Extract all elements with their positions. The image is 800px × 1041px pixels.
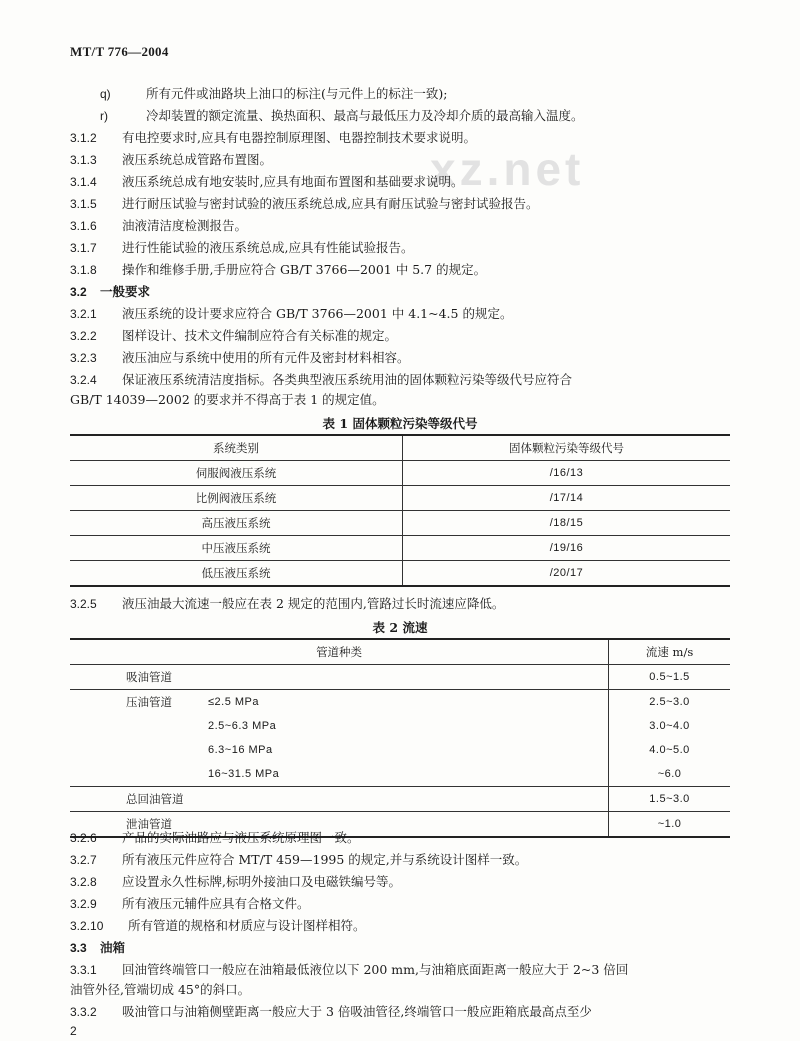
table1-caption: 表 1 固体颗粒污染等级代号 bbox=[322, 416, 478, 431]
clause-line: 3.2.7 所有液压元件应符合 MT/T 459—1995 的规定,并与系统设计图样一致。 bbox=[70, 852, 528, 867]
table-cell: 0.5~1.5 bbox=[649, 671, 690, 683]
clause-line: 3.2.3 液压油应与系统中使用的所有元件及密封材料相容。 bbox=[70, 350, 410, 365]
list-item: q) 所有元件或油路块上油口的标注(与元件上的标注一致); bbox=[100, 86, 448, 101]
table-cell: ~1.0 bbox=[657, 818, 682, 830]
table-row bbox=[70, 665, 730, 690]
clause-line: 3.2.1 液压系统的设计要求应符合 GB/T 3766—2001 中 4.1~4.5 的规定。 bbox=[70, 306, 513, 321]
table1-header-cell: 固体颗粒污染等级代号 bbox=[509, 441, 624, 455]
clause-line: 3.2.2 图样设计、技术文件编制应符合有关标准的规定。 bbox=[70, 328, 398, 343]
table-cell: /18/15 bbox=[549, 517, 584, 529]
table-cell: 压油管道 bbox=[126, 695, 172, 709]
table-row bbox=[70, 461, 730, 486]
table2-caption: 表 2 流速 bbox=[372, 620, 428, 635]
table-row bbox=[70, 714, 730, 738]
clause-line: 3.1.7 进行性能试验的液压系统总成,应具有性能试验报告。 bbox=[70, 240, 414, 255]
table-row bbox=[70, 738, 730, 762]
watermark: xz.net bbox=[430, 143, 585, 195]
table-cell: /16/13 bbox=[549, 467, 584, 479]
clause-line: 3.2.6 产品的实际油路应与液压系统原理图一致。 bbox=[70, 830, 360, 845]
clause-line: 3.1.3 液压系统总成管路布置图。 bbox=[70, 152, 273, 167]
clause-line: 3.2.8 应设置永久性标牌,标明外接油口及电磁铁编号等。 bbox=[70, 874, 401, 889]
table-cell: 高压液压系统 bbox=[70, 511, 403, 536]
table2-header-cell: 流速 m/s bbox=[645, 645, 694, 659]
table-cell: /19/16 bbox=[549, 542, 584, 554]
clause-line: 3.1.2 有电控要求时,应具有电器控制原理图、电器控制技术要求说明。 bbox=[70, 130, 476, 145]
table-cell: /17/14 bbox=[549, 492, 584, 504]
table-cell: ~6.0 bbox=[657, 768, 682, 780]
clause-line: 3.3.2 吸油管口与油箱侧壁距离一般应大于 3 倍吸油管径,终端管口一般应距箱底最高点至少 bbox=[70, 1004, 592, 1019]
table-cell: 总回油管道 bbox=[126, 792, 184, 806]
page-number: 2 bbox=[70, 1024, 77, 1038]
table-row bbox=[70, 787, 730, 812]
table-cell: 低压液压系统 bbox=[70, 561, 403, 587]
table-cell: 3.0~4.0 bbox=[649, 720, 690, 732]
clause-line: 3.3.1 回油管终端管口一般应在油箱最低液位以下 200 mm,与油箱底面距离一般应大于 2~3 倍回 bbox=[70, 962, 629, 977]
table1 bbox=[70, 434, 730, 587]
table1-header-row bbox=[70, 435, 730, 461]
table-cell bbox=[70, 738, 202, 762]
clause-line-continuation: GB/T 14039—2002 的要求并不得高于表 1 的规定值。 bbox=[70, 392, 385, 407]
table-row bbox=[70, 536, 730, 561]
clause-line: 3.1.4 液压系统总成有地安装时,应具有地面布置图和基础要求说明。 bbox=[70, 174, 464, 189]
table2-header-cell: 管道种类 bbox=[70, 639, 609, 665]
table-row bbox=[70, 511, 730, 536]
table-cell: 中压液压系统 bbox=[70, 536, 403, 561]
clause-line: 3.1.8 操作和维修手册,手册应符合 GB/T 3766—2001 中 5.7 的规定。 bbox=[70, 262, 487, 277]
table-cell: 泄油管道 bbox=[126, 817, 172, 831]
table-cell: 比例阀液压系统 bbox=[70, 486, 403, 511]
table-row bbox=[70, 762, 730, 787]
table-cell: /20/17 bbox=[549, 567, 584, 579]
clause-line: 3.2.10 所有管道的规格和材质应与设计图样相符。 bbox=[70, 918, 366, 933]
table-cell: 伺服阀液压系统 bbox=[70, 461, 403, 486]
clause-line: 3.1.5 进行耐压试验与密封试验的液压系统总成,应具有耐压试验与密封试验报告。 bbox=[70, 196, 539, 211]
table-cell: 吸油管道 bbox=[126, 670, 172, 684]
document-code-header: MT/T 776—2004 bbox=[70, 44, 169, 59]
table2-header-row bbox=[70, 639, 730, 665]
table-cell bbox=[70, 762, 202, 787]
table-cell: 6.3~16 MPa bbox=[202, 738, 609, 762]
table-cell bbox=[202, 665, 609, 690]
table-cell bbox=[202, 787, 609, 812]
table-cell: 2.5~6.3 MPa bbox=[202, 714, 609, 738]
table-row bbox=[70, 690, 730, 715]
list-item: r) 冷却装置的额定流量、换热面积、最高与最低压力及冷却介质的最高输入温度。 bbox=[100, 108, 584, 123]
section-heading: 3.3 油箱 bbox=[70, 940, 126, 955]
clause-line: 3.2.9 所有液压元辅件应具有合格文件。 bbox=[70, 896, 310, 911]
table-cell: ≤2.5 MPa bbox=[202, 690, 609, 715]
table-cell: 2.5~3.0 bbox=[649, 696, 690, 708]
table-cell: 16~31.5 MPa bbox=[202, 762, 609, 787]
clause-line: 3.2.4 保证液压系统清洁度指标。各类典型液压系统用油的固体颗粒污染等级代号应符合 bbox=[70, 372, 573, 387]
table-cell bbox=[70, 714, 202, 738]
clause-line: 3.2.5 液压油最大流速一般应在表 2 规定的范围内,管路过长时流速应降低。 bbox=[70, 596, 505, 611]
table1-header-cell: 系统类别 bbox=[70, 435, 403, 461]
section-heading: 3.2 一般要求 bbox=[70, 284, 151, 299]
table-cell: 1.5~3.0 bbox=[649, 793, 690, 805]
table-row bbox=[70, 486, 730, 511]
table-cell: 4.0~5.0 bbox=[649, 744, 690, 756]
table-row bbox=[70, 561, 730, 587]
table2 bbox=[70, 638, 730, 838]
clause-line: 3.1.6 油液清洁度检测报告。 bbox=[70, 218, 248, 233]
clause-line-continuation: 油管外径,管端切成 45°的斜口。 bbox=[70, 982, 251, 997]
